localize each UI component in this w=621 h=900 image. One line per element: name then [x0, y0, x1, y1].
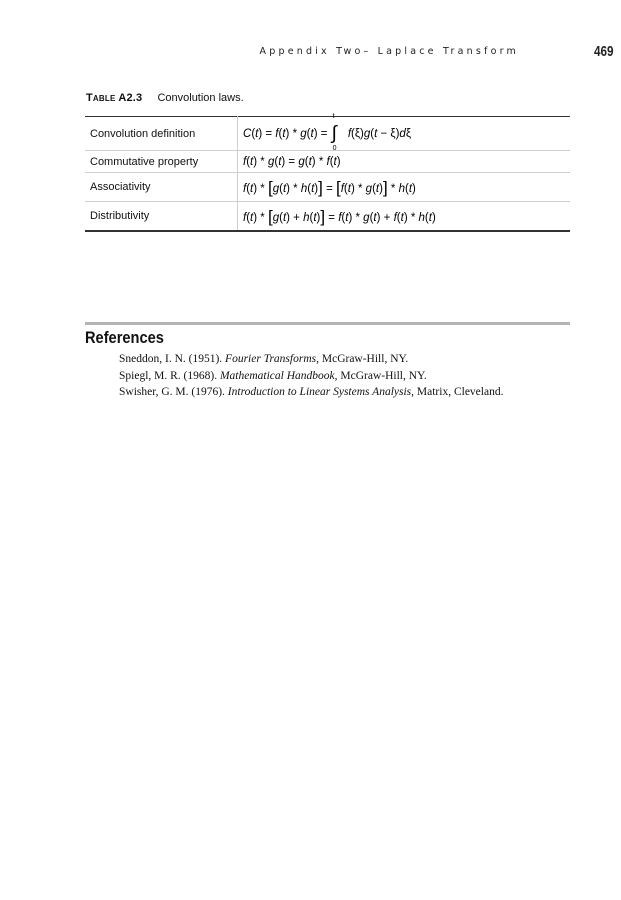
reference-list [119, 351, 569, 401]
reference-authors: Swisher, G. M. (1976). [119, 386, 228, 398]
table-label: Table A2.3 [86, 92, 143, 104]
reference-title: Fourier Transforms [225, 353, 317, 365]
property-name: Associativity [85, 173, 238, 202]
formula-distributivity: f(t) * [g(t) + h(t)] = f(t) * g(t) + f(t) * h(t) [238, 202, 571, 231]
reference-item [119, 368, 569, 385]
reference-item [119, 384, 569, 401]
formula-associativity: f(t) * [g(t) * h(t)] = [f(t) * g(t)] * h(t) [238, 173, 571, 202]
reference-item [119, 351, 569, 368]
reference-publisher: , McGraw-Hill, NY. [316, 353, 409, 365]
formula-convolution-definition: C(t) = f(t) * g(t) = t ∫ 0 f(ξ)g(t − ξ)dξ [243, 112, 411, 152]
formula-commutative: f(t) * g(t) = g(t) * f(t) [238, 151, 571, 173]
reference-authors: Spiegl, M. R. (1968). [119, 369, 220, 382]
references-heading: References [85, 328, 164, 347]
table-title: Convolution laws. [157, 92, 244, 104]
integral-sign: t ∫ 0 [331, 112, 337, 152]
property-name: Convolution definition [85, 117, 238, 151]
table-caption [86, 92, 244, 104]
running-header-title: Appendix Two– Laplace Transform [259, 46, 519, 57]
reference-publisher: , Matrix, Cleveland. [411, 386, 504, 398]
table-row [85, 202, 570, 231]
table-row [85, 117, 570, 151]
table-row [85, 151, 570, 173]
reference-title: Introduction to Linear Systems Analysis [227, 386, 412, 398]
convolution-laws-table [85, 112, 570, 232]
reference-publisher: , McGraw-Hill, NY. [334, 369, 427, 382]
property-name: Distributivity [85, 202, 238, 231]
table-row [85, 173, 570, 202]
property-name: Commutative property [85, 151, 238, 173]
reference-title: Mathematical Handbook [219, 369, 335, 382]
reference-authors: Sneddon, I. N. (1951). [119, 353, 226, 365]
page-number: 469 [594, 43, 614, 60]
section-divider [85, 322, 570, 325]
